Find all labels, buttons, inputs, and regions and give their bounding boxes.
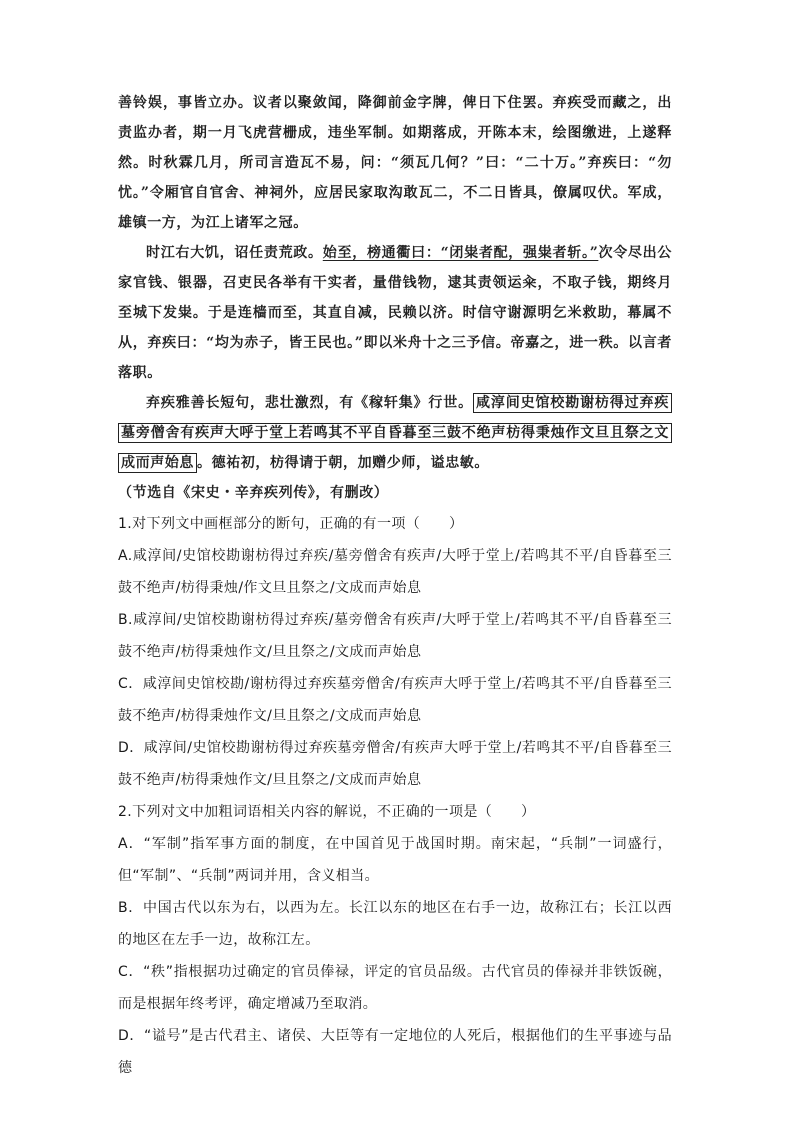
passage-paragraph-2 xyxy=(118,238,672,388)
question-1-stem: 1.对下列文中画框部分的断句，正确的有一项（ ） xyxy=(118,516,464,532)
question-2-option-a: A．“军制”指军事方面的制度，在中国首见于战国时期。南宋起，“兵制”一词盛行，但“军制”、“兵制”两词并用，含义相当。 xyxy=(118,836,672,884)
question-1-option-a: A.咸淳间/史馆校勘谢枋得过弃疾/墓旁僧舍有疾声/大呼于堂上/若鸣其不平/自昏暮至三鼓不绝声/枋得秉烛/作文旦且祭之/文成而声始息 xyxy=(118,548,672,596)
question-2-stem: 2.下列对文中加粗词语相关内容的解说，不正确的一项是（ ） xyxy=(118,804,536,820)
passage-p2-start: 时江右大饥，诏任责荒政。 xyxy=(146,245,323,261)
classical-passage xyxy=(118,88,672,508)
boxed-segment: 咸淳间史馆校勘谢枋得过弃疾墓旁僧舍有疾声大呼于堂上若鸣其不平自昏暮至三鼓不绝声枋得秉烛作文旦且祭之文成而声始息 xyxy=(118,393,672,473)
question-2-option-c: C．“秩”指根据功过确定的官员俸禄，评定的官员品级。古代官员的俸禄并非铁饭碗，而是根据年终考评，确定增减乃至取消。 xyxy=(118,964,672,1012)
passage-p3-start: 弃疾雅善长短句，悲壮激烈，有《稼轩集》行世。 xyxy=(146,395,474,411)
underlined-sentence: 始至，榜通衢曰：“闭粜者配，强粜者斩。” xyxy=(322,245,599,261)
question-1-option-c: C．咸淳间史馆校勘/谢枋得过弃疾墓旁僧舍/有疾声大呼于堂上/若鸣其不平/自昏暮至三鼓不绝声/枋得秉烛作文/旦且祭之/文成而声始息 xyxy=(118,676,672,724)
questions-section xyxy=(118,508,672,1084)
question-1-option-d: D．咸淳间/史馆校勘谢枋得过弃疾墓旁僧舍/有疾声大呼于堂上/若鸣其不平/自昏暮至三鼓不绝声/枋得秉烛作文/旦且祭之/文成而声始息 xyxy=(118,740,672,788)
passage-p2-rest: 次令尽出公家官钱、银器，召吏民各举有干实者，量借钱物，逮其责领运籴，不取子钱，期终月至城下发粜。于是连樯而至，其直自减，民赖以济。时信守谢源明乞米救助，幕属不从，弃疾曰：“均为赤子，皆王民也。”即以米舟十之三予信。帝嘉之，进一秩。以言者落职。 xyxy=(118,245,672,381)
source-citation: （节选自《宋史・辛弃疾列传》，有删改） xyxy=(118,485,389,501)
passage-paragraph-3 xyxy=(118,388,672,478)
question-2-option-d: D．“谥号”是古代君主、诸侯、大臣等有一定地位的人死后，根据他们的生平事迹与品德 xyxy=(118,1028,672,1076)
question-2-option-b: B．中国古代以东为右，以西为左。长江以东的地区在右手一边，故称江右；长江以西的地区在左手一边，故称江左。 xyxy=(118,900,672,948)
passage-paragraph-1: 善铃娱，事皆立办。议者以聚敛闻，降御前金字牌，俾日下住罢。弃疾受而藏之，出责监办者，期一月飞虎营栅成，违坐军制。如期落成，开陈本末，绘图缴进，上遂释然。时秋霖几月，所司言造瓦不易，问：“须瓦几何？”曰：“二十万。”弃疾曰：“勿忧。”令厢官自官舍、神祠外，应居民家取沟敢瓦二，不二日皆具，僚属叹伏。军成，雄镇一方，为江上诸军之冠。 xyxy=(118,95,672,231)
question-1-option-b: B.咸淳间/史馆校勘谢枋得过弃疾/墓旁僧舍有疾声/大呼于堂上/若鸣其不平/自昏暮至三鼓不绝声/枋得秉烛作文/旦且祭之/文成而声始息 xyxy=(118,612,672,660)
passage-p3-end: 。德祐初，枋得请于朝，加赠少师，谥忠敏。 xyxy=(197,455,489,471)
